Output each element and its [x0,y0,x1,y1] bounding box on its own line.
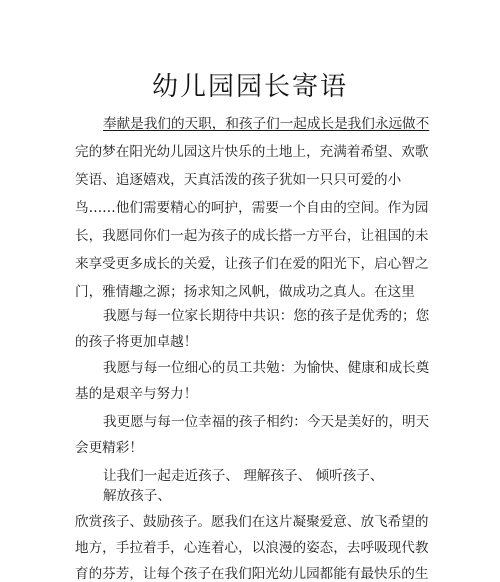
paragraph-line: 来享受更多成长的关爱，让孩子们在爱的阳光下，启心智之 [75,256,429,272]
paragraph-line: 我愿与每一位细心的员工共勉：为愉快、健康和成长奠 [103,360,430,376]
document-title: 幼儿园园长寄语 [151,72,348,102]
paragraph-line: 让我们一起走近孩子、 理解孩子、 倾听孩子、 [103,468,384,484]
paragraph-line: 鸟……他们需要精心的呵护，需要一个自由的空间。作为园 [75,200,429,216]
paragraph-line: 门，雅情趣之源；扬求知之风帆，做成功之真人。在这里 [75,284,415,300]
paragraph-line: 基的是艰辛与努力！ [75,386,198,402]
paragraph-line: 的孩子将更加卓越！ [75,334,198,350]
paragraph-line: 笑语、追逐嬉戏，天真活泼的孩子犹如一只只可爱的小 [75,172,402,188]
paragraph-line: 会更精彩！ [75,440,143,456]
paragraph-line: 欣赏孩子、鼓励孩子。愿我们在这片凝聚爱意、放飞希望的 [75,514,429,530]
paragraph-line: 长，我愿同你们一起为孩子的成长搭一方平台，让祖国的未 [75,228,429,244]
paragraph-line: 育的芬芳，让每个孩子在我们阳光幼儿园都能有最快乐的生 [75,566,429,582]
paragraph-line: 完的梦在阳光幼儿园这片快乐的土地上，充满着希望、欢歌 [75,144,429,160]
paragraph-line: 解放孩子、 [103,488,171,504]
paragraph-line: 奉献是我们的天职，和孩子们一起成长是我们永远做不 [103,116,430,132]
paragraph-line: 地方，手拉着手，心连着心，以浪漫的姿态，去呼吸现代教 [75,540,429,556]
paragraph-line: 我更愿与每一位幸福的孩子相约：今天是美好的，明天 [103,414,430,430]
paragraph-line: 我愿与每一位家长期待中共识：您的孩子是优秀的；您 [103,308,430,324]
